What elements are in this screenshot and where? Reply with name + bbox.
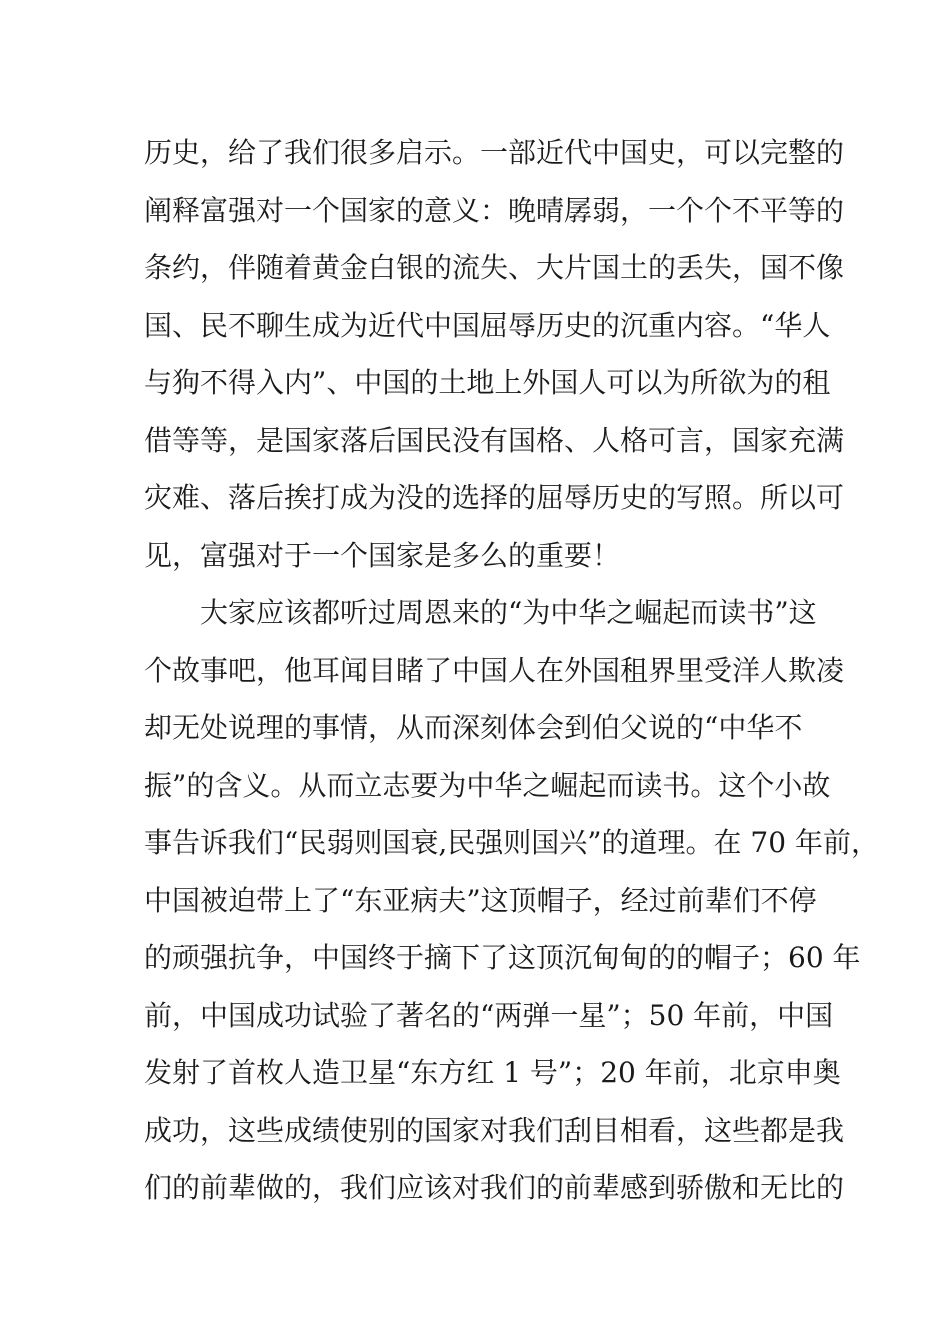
text-line: 中国被迫带上了“东亚病夫”这顶帽子，经过前辈们不停 [144,883,817,917]
text-line: 国、民不聊生成为近代中国屈辱历史的沉重内容。“华人 [144,308,831,342]
text-line: 灾难、落后挨打成为没的选择的屈辱历史的写照。所以可 [144,481,845,514]
text-line: 个故事吧，他耳闻目睹了中国人在外国租界里受洋人欺凌 [144,653,845,687]
text-line: 的顽强抗争，中国终于摘下了这顶沉甸甸的的帽子；60 年 [144,941,861,974]
text-line: 事告诉我们“民弱则国衰,民强则国兴”的道理。在 70 年前， [144,826,879,859]
text-line: 发射了首枚人造卫星“东方红 1 号”；20 年前，北京申奥 [144,1056,841,1089]
text-line: 条约，伴随着黄金白银的流失、大片国土的丢失，国不像 [144,251,845,284]
text-line: 借等等，是国家落后国民没有国格、人格可言，国家充满 [144,423,845,457]
text-line: 却无处说理的事情，从而深刻体会到伯父说的“中华不 [144,711,803,744]
paragraph-start-line: 大家应该都听过周恩来的“为中华之崛起而读书”这 [144,596,817,629]
text-line: 见，富强对于一个国家是多么的重要！ [144,538,621,572]
text-line: 振”的含义。从而立志要为中华之崛起而读书。这个小故 [144,768,831,802]
text-line: 成功，这些成绩使别的国家对我们刮目相看，这些都是我 [144,1113,845,1147]
body-text [144,124,879,1217]
text-line: 阐释富强对一个国家的意义：晚晴孱弱，一个个不平等的 [144,193,845,227]
text-line: 历史，给了我们很多启示。一部近代中国史，可以完整的 [144,136,845,169]
text-line: 前，中国成功试验了著名的“两弹一星”；50 年前，中国 [144,998,834,1032]
text-line: 们的前辈做的，我们应该对我们的前辈感到骄傲和无比的 [144,1171,845,1204]
text-line: 与狗不得入内”、中国的土地上外国人可以为所欲为的租 [144,366,831,399]
